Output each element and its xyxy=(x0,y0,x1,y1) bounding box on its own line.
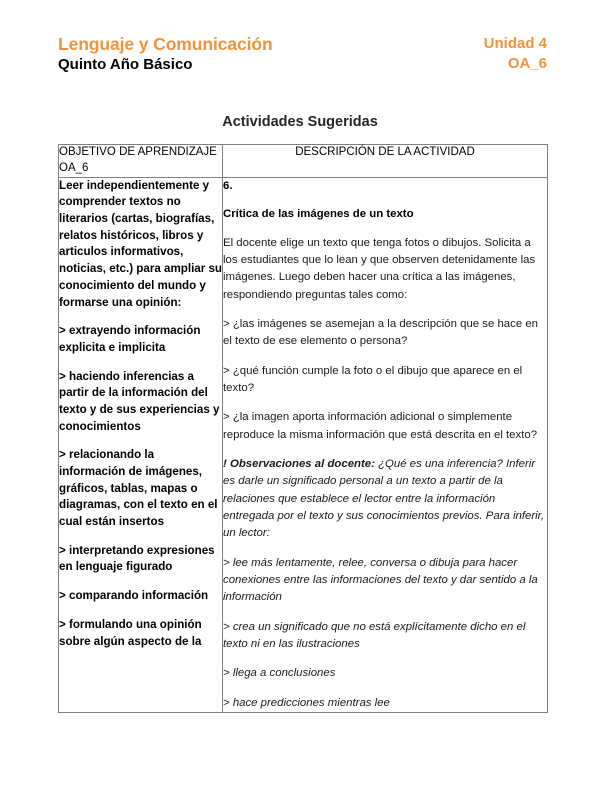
observations-label: ! Observaciones al docente: xyxy=(223,458,375,471)
objective-paragraph: > comparando información xyxy=(59,589,209,603)
observations-bullet: > crea un significado que no está explícitamente dicho en el texto ni en las ilustraciones xyxy=(223,620,526,651)
column-header-objective: OBJETIVO DE APRENDIZAJE OA_6 xyxy=(59,145,223,178)
table-row xyxy=(59,177,548,712)
activity-question: > ¿qué función cumple la foto o el dibujo que aparece en el texto? xyxy=(223,364,523,395)
observations-bullet: > llega a conclusiones xyxy=(223,667,336,680)
page-title: Actividades Sugeridas xyxy=(222,114,378,130)
objective-paragraph: > relacionando la información de imágenes, gráficos, tablas, mapas o diagramas, con el texto en el cual están insertos xyxy=(59,448,218,529)
unit-label: Unidad 4 xyxy=(483,35,547,52)
objective-cell xyxy=(59,177,223,712)
header-right-block xyxy=(484,34,547,74)
activities-table xyxy=(58,144,548,713)
objective-paragraph: > haciendo inferencias a partir de la información del texto y de sus experiencias y conocimientos xyxy=(59,369,220,433)
oa-label: OA_6 xyxy=(507,54,547,72)
brand-title: Lenguaje y Comunicación xyxy=(58,34,273,54)
observations-paragraph xyxy=(223,456,547,543)
activity-number: 6. xyxy=(223,179,233,192)
activity-question: > ¿las imágenes se asemejan a la descripción que se hace en el texto de ese elemento o persona? xyxy=(223,318,539,348)
column-header-description: DESCRIPCIÓN DE LA ACTIVIDAD xyxy=(223,145,548,178)
objective-paragraph: Leer independientemente y comprender textos no literarios (cartas, biografías, relatos históricos, libros y articulos informativos, noticias, etc.) para ampliar su conocimiento del mundo y formarse una opinión: xyxy=(59,178,223,309)
activity-intro: El docente elige un texto que tenga fotos o dibujos. Solicita a los estudiantes que lo lean y que observen detenidamente las imágenes. Luego deben hacer una crítica a las imágenes, respondiendo preguntas tales como: xyxy=(223,236,536,301)
activity-question: > ¿la imagen aporta información adicional o simplemente reproduce la misma información que está descrita en el texto? xyxy=(223,411,538,441)
objective-paragraph: > extrayendo información explicita e implicita xyxy=(59,324,201,354)
objective-paragraph: > interpretando expresiones en lenguaje figurado xyxy=(59,543,215,574)
observations-bullet: > hace predicciones mientras lee xyxy=(223,696,390,709)
header-left-block xyxy=(58,34,273,75)
document-header xyxy=(58,34,547,75)
activity-heading: Crítica de las imágenes de un texto xyxy=(223,208,414,221)
objective-paragraph: > formulando una opinión sobre algún aspecto de la xyxy=(59,617,202,648)
description-cell xyxy=(223,177,548,712)
brand-subtitle: Quinto Año Básico xyxy=(58,56,193,74)
observations-bullet: > lee más lentamente, relee, conversa o dibuja para hacer conexiones entre las informaciones del texto y dar sentido a la información xyxy=(223,556,538,604)
table-header-row xyxy=(59,145,548,178)
observations-text: ¿Qué es una inferencia? Inferir es darle un significado personal a un texto a partir de la relaciones que establece el lector entre la información entregada por el texto y sus conocimientos previos. Para inferir, un lector: xyxy=(223,458,545,540)
